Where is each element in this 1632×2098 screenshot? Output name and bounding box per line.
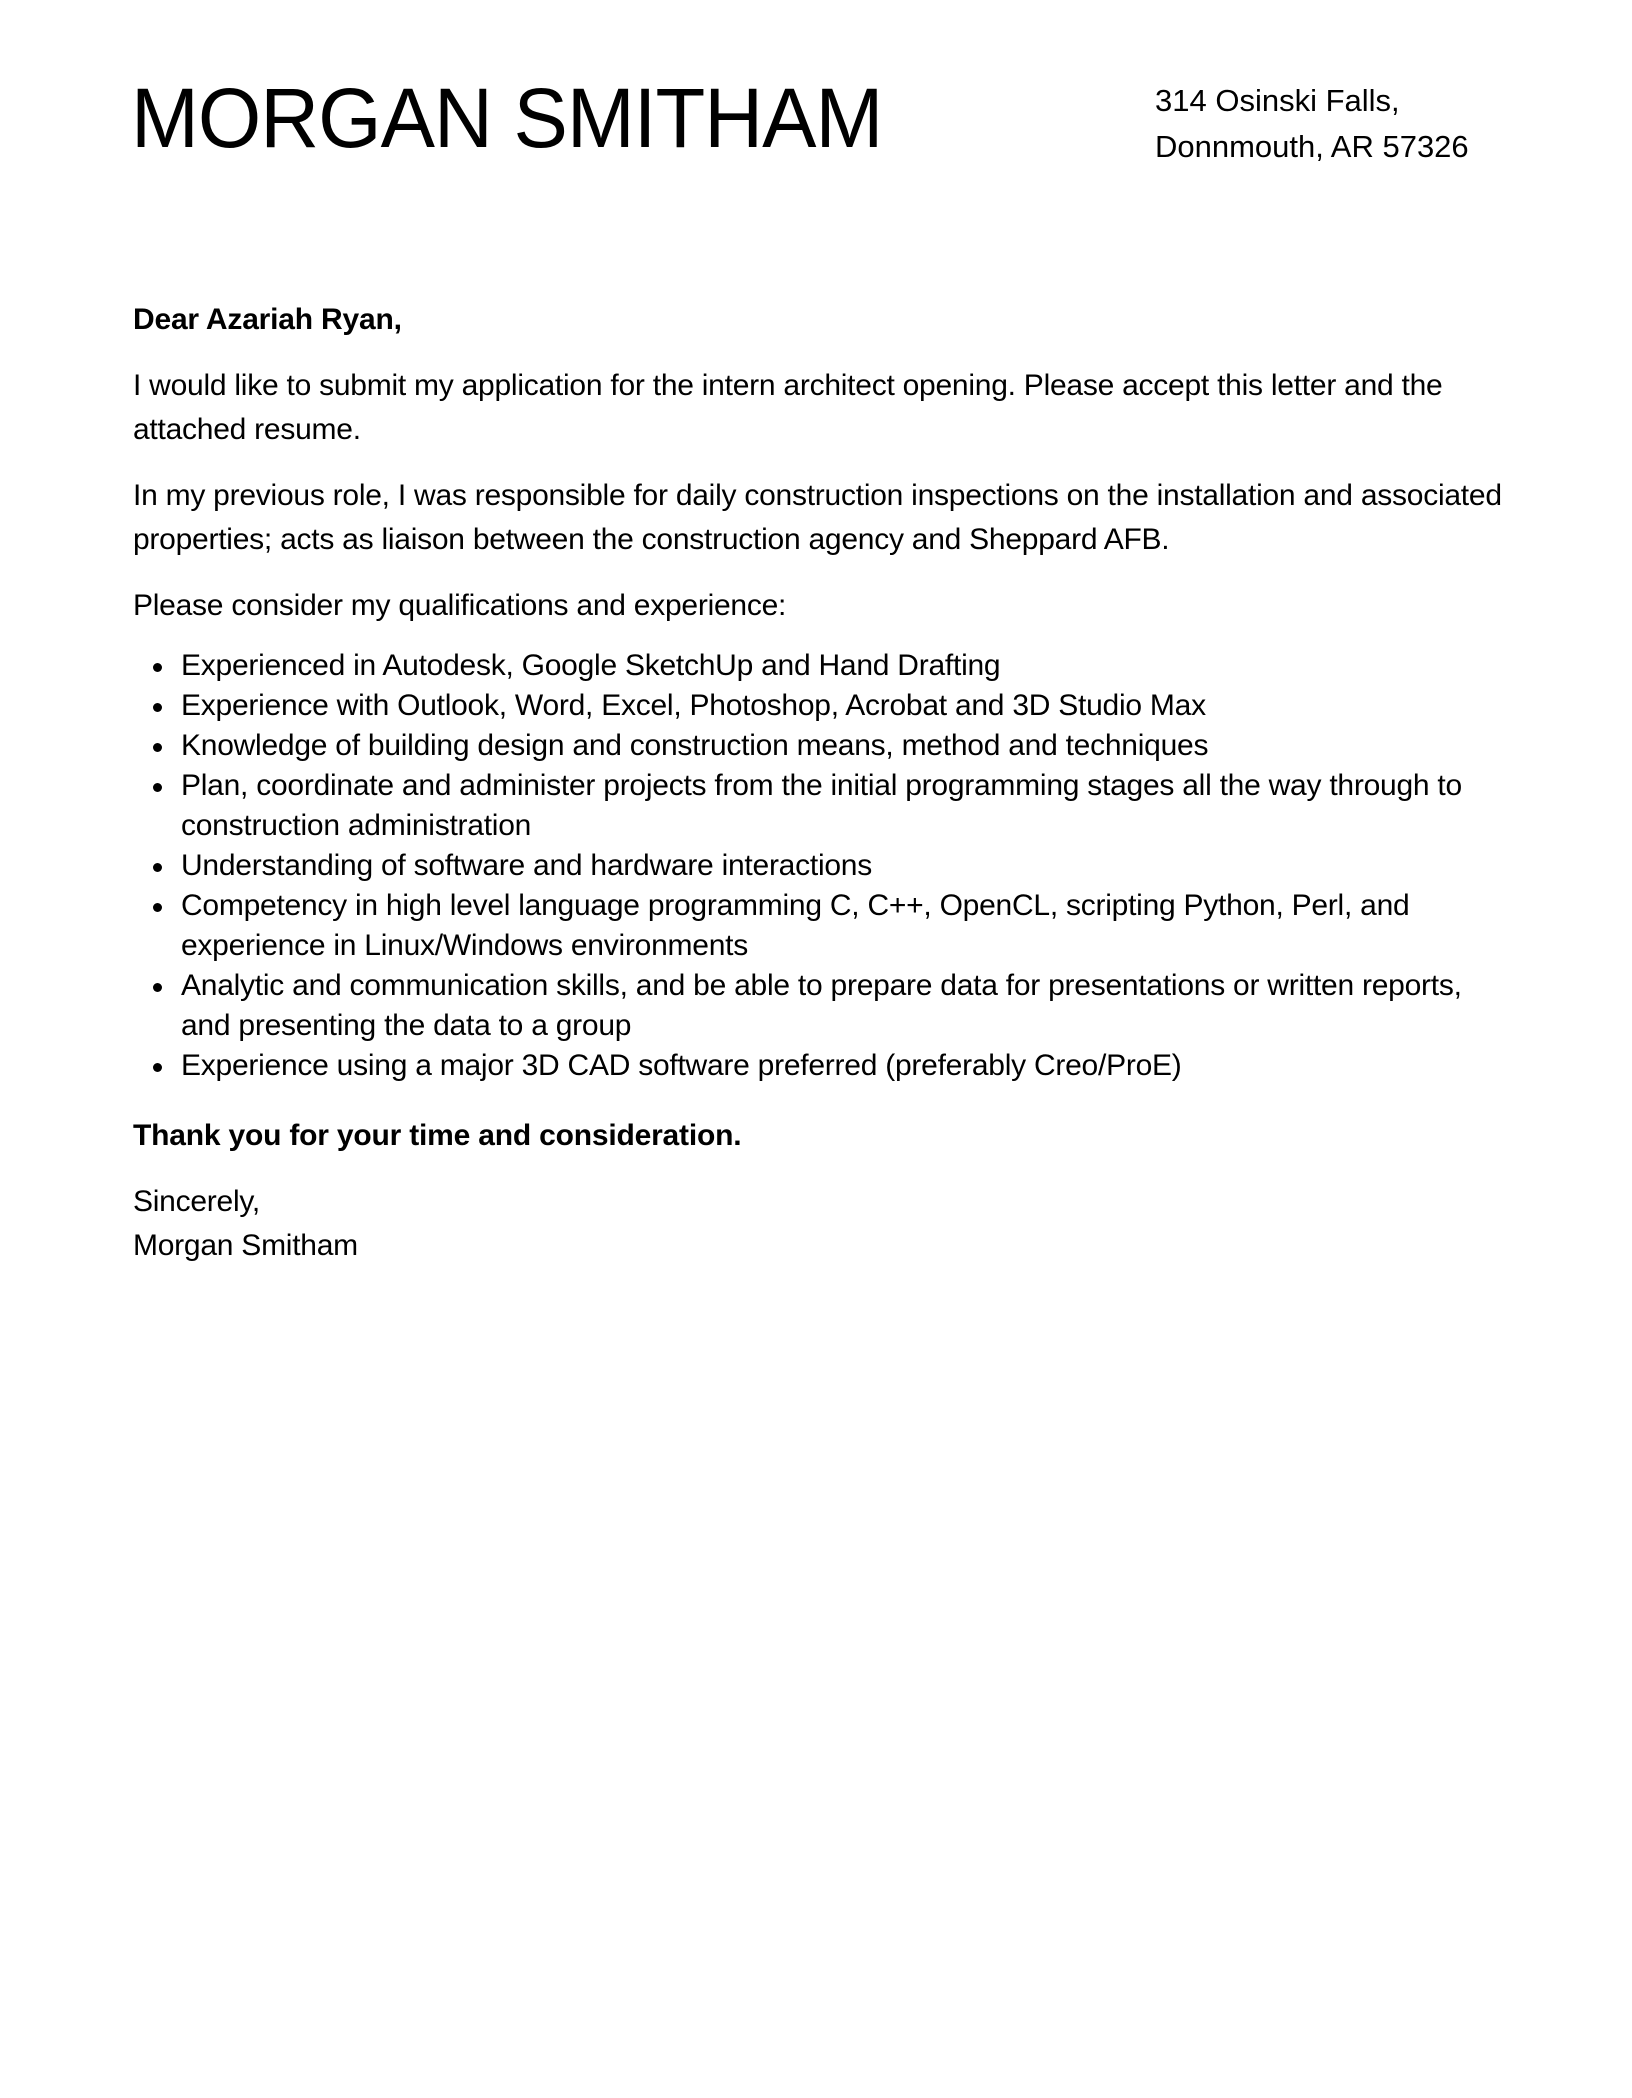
sign-off: Sincerely, [133, 1185, 260, 1218]
list-item [133, 1046, 1503, 1086]
address-line-2: Donnmouth, AR 57326 [1155, 129, 1469, 164]
bullet-icon [153, 903, 162, 912]
list-item-text: Competency in high level language programming C, C++, OpenCL, scripting Python, Perl, and experience in Linux/Windows environments [181, 889, 1410, 962]
thank-you-line: Thank you for your time and consideration. [133, 1119, 742, 1152]
list-item-text: Analytic and communication skills, and be able to prepare data for presentations or written reports, and presenting the data to a group [181, 969, 1462, 1042]
list-item [133, 726, 1503, 766]
list-item [133, 966, 1503, 1046]
qualifications-list [133, 646, 1503, 1086]
qualifications-intro: Please consider my qualifications and experience: [133, 589, 787, 622]
list-item [133, 686, 1503, 726]
bullet-icon [153, 783, 162, 792]
bullet-icon [153, 703, 162, 712]
list-item-text: Experience using a major 3D CAD software preferred (preferably Creo/ProE) [181, 1049, 1182, 1082]
list-item-text: Experienced in Autodesk, Google SketchUp and Hand Drafting [181, 649, 1001, 682]
list-item-text: Experience with Outlook, Word, Excel, Photoshop, Acrobat and 3D Studio Max [181, 689, 1206, 722]
bullet-icon [153, 863, 162, 872]
letter-body [133, 298, 1503, 1268]
list-item [133, 766, 1503, 846]
applicant-name: MORGAN SMITHAM [131, 71, 883, 165]
list-item [133, 846, 1503, 886]
bullet-icon [153, 983, 162, 992]
signature: Morgan Smitham [133, 1229, 358, 1262]
intro-paragraph: I would like to submit my application for the intern architect opening. Please accept this letter and the attached resume. [133, 369, 1443, 446]
bullet-icon [153, 663, 162, 672]
experience-paragraph: In my previous role, I was responsible for daily construction inspections on the installation and associated properties; acts as liaison between the construction agency and Sheppard AFB. [133, 479, 1502, 556]
list-item-text: Plan, coordinate and administer projects from the initial programming stages all the way through to construction administration [181, 769, 1462, 842]
address-line-1: 314 Osinski Falls, [1155, 83, 1400, 118]
greeting: Dear Azariah Ryan, [133, 303, 402, 336]
bullet-icon [153, 1063, 162, 1072]
list-item [133, 646, 1503, 686]
list-item-text: Knowledge of building design and construction means, method and techniques [181, 729, 1209, 762]
bullet-icon [153, 743, 162, 752]
list-item-text: Understanding of software and hardware interactions [181, 849, 872, 882]
applicant-address [1155, 78, 1469, 170]
list-item [133, 886, 1503, 966]
